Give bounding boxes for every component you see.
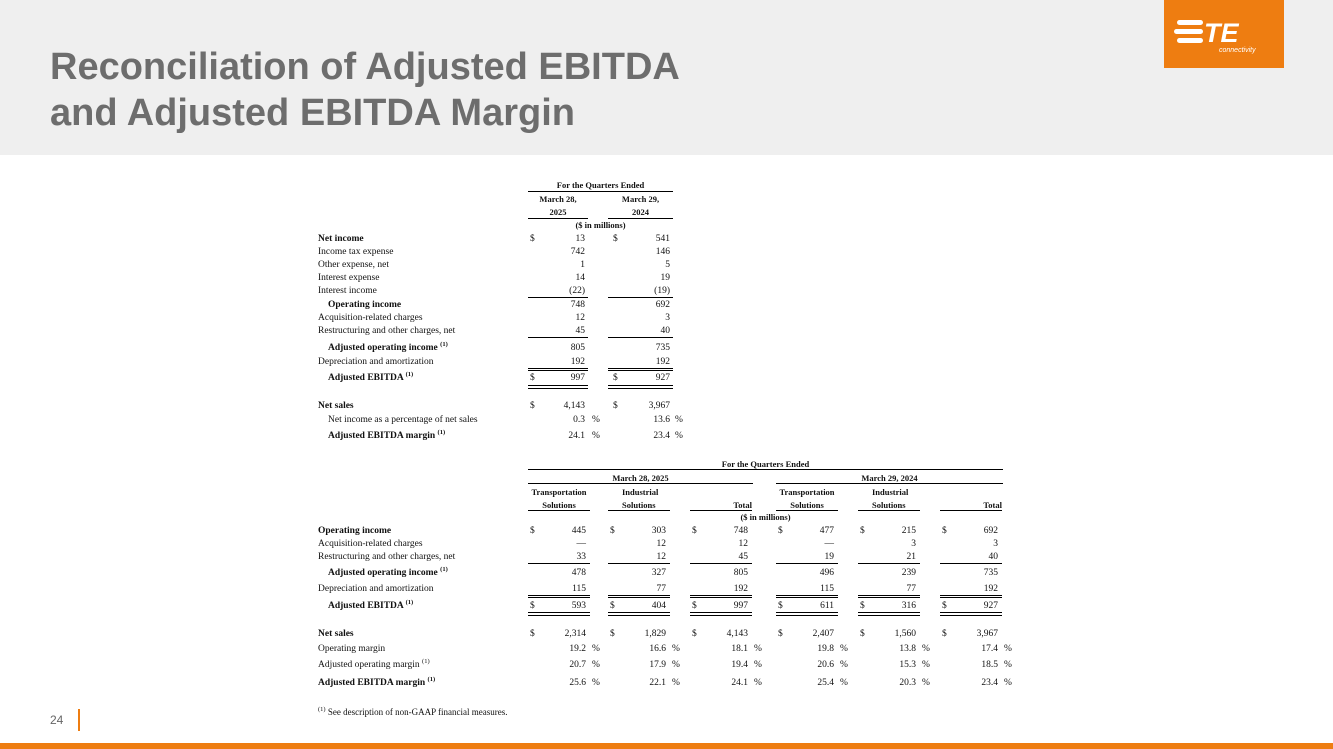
- row-label-text: Restructuring and other charges, net: [318, 552, 456, 562]
- page-number-divider: [78, 709, 80, 731]
- t1-header-rule: [528, 191, 673, 192]
- subtotal-rule: [528, 595, 590, 596]
- row-label-text: Net income: [318, 234, 364, 244]
- dollar-sign: $: [942, 601, 947, 611]
- t2-group-2025: March 28, 2025: [612, 473, 669, 483]
- cell-value: 19.8: [817, 644, 834, 654]
- cell-value: 2,314: [564, 629, 586, 639]
- row-label-text: Net income as a percentage of net sales: [328, 415, 478, 425]
- value-2024: 927: [655, 373, 670, 383]
- cell-value: 17.9: [649, 660, 666, 670]
- dollar-sign: $: [530, 373, 535, 383]
- percent-sign: %: [754, 660, 762, 670]
- cell-value: 445: [571, 526, 586, 536]
- footnote-ref: (1): [440, 565, 448, 573]
- percent-sign: %: [592, 644, 600, 654]
- total-top-rule: [776, 597, 838, 598]
- cell-value: 496: [819, 568, 834, 578]
- footnote-ref: (1): [405, 370, 414, 378]
- cell-value: 23.4: [981, 678, 998, 688]
- row-label: [328, 372, 413, 384]
- row-label: [318, 677, 435, 689]
- percent-sign: %: [754, 678, 762, 688]
- cell-value: 611: [820, 601, 834, 611]
- cell-value: 25.4: [817, 678, 834, 688]
- value-2025: 1: [580, 260, 585, 270]
- total-top-rule: [608, 597, 670, 598]
- subtotal-rule: [528, 563, 590, 564]
- total-double-rule: [528, 612, 590, 616]
- percent-sign: %: [840, 644, 848, 654]
- column-header-line2: Total: [983, 500, 1002, 510]
- cell-value: 20.7: [569, 660, 586, 670]
- value-2024: 13.6: [653, 415, 670, 425]
- dollar-sign: $: [613, 234, 618, 244]
- column-header-line2: Solutions: [790, 500, 824, 510]
- cell-value: 15.3: [899, 660, 916, 670]
- percent-sign: %: [592, 415, 600, 425]
- t2-units: ($ in millions): [740, 512, 791, 522]
- cell-value: 4,143: [726, 629, 748, 639]
- subtotal-rule: [608, 368, 673, 369]
- row-label-text: Other expense, net: [318, 260, 389, 270]
- cell-value: 20.3: [899, 678, 916, 688]
- cell-value: 748: [733, 526, 748, 536]
- row-label: [328, 414, 478, 426]
- column-header-line2: Solutions: [542, 500, 576, 510]
- cell-value: 25.6: [569, 678, 586, 688]
- t2-header-rule: [528, 469, 1003, 470]
- subtotal-rule: [776, 563, 838, 564]
- total-double-rule: [528, 385, 588, 389]
- row-label: [328, 430, 445, 442]
- value-2025: 45: [575, 326, 585, 336]
- footnote-text: See description of non-GAAP financial measures.: [327, 707, 508, 717]
- dollar-sign: $: [610, 601, 615, 611]
- row-label: [318, 400, 354, 412]
- cell-value: 19.2: [569, 644, 586, 654]
- t2-group-2024: March 29, 2024: [861, 473, 918, 483]
- cell-value: 478: [571, 568, 586, 578]
- dollar-sign: $: [530, 526, 535, 536]
- value-2024: 19: [660, 273, 670, 283]
- cell-value: 21: [906, 552, 916, 562]
- value-2025: 14: [575, 273, 585, 283]
- row-label: [318, 259, 389, 271]
- dollar-sign: $: [778, 526, 783, 536]
- total-top-rule: [528, 370, 588, 371]
- cell-value: 927: [983, 601, 998, 611]
- t1-col2-line1: March 29,: [621, 194, 660, 204]
- cell-value: 18.5: [981, 660, 998, 670]
- cell-value: 327: [651, 568, 666, 578]
- total-double-rule: [776, 612, 838, 616]
- cell-value: 22.1: [649, 678, 666, 688]
- cell-value: 3: [911, 539, 916, 549]
- cell-value: 40: [988, 552, 998, 562]
- dollar-sign: $: [610, 629, 615, 639]
- t1-units: ($ in millions): [575, 220, 626, 230]
- percent-sign: %: [840, 660, 848, 670]
- subtotal-rule: [940, 595, 1002, 596]
- cell-value: —: [824, 539, 834, 549]
- cell-value: 16.6: [649, 644, 666, 654]
- t1-period-header: For the Quarters Ended: [556, 180, 645, 190]
- row-label-text: Interest income: [318, 286, 377, 296]
- percent-sign: %: [1004, 660, 1012, 670]
- cell-value: 19.4: [731, 660, 748, 670]
- row-label-text: Adjusted operating income: [328, 343, 438, 353]
- percent-sign: %: [922, 644, 930, 654]
- row-label: [318, 551, 455, 563]
- svg-text:TE: TE: [1204, 18, 1239, 48]
- percent-sign: %: [675, 431, 683, 441]
- column-header-line2: Solutions: [622, 500, 656, 510]
- cell-value: 997: [733, 601, 748, 611]
- percent-sign: %: [1004, 644, 1012, 654]
- column-header-line1: Transportation: [531, 487, 587, 497]
- row-label-text: Operating income: [328, 300, 402, 310]
- value-2025: 0.3: [573, 415, 585, 425]
- row-label-text: Acquisition-related charges: [318, 539, 423, 549]
- row-label-text: Adjusted EBITDA margin: [328, 431, 436, 441]
- row-label: [318, 525, 391, 537]
- row-label: [328, 567, 448, 579]
- dollar-sign: $: [860, 601, 865, 611]
- row-label-text: Adjusted EBITDA margin: [318, 678, 426, 688]
- t1-col1-line1: March 28,: [539, 194, 577, 204]
- row-label: [318, 233, 364, 245]
- dollar-sign: $: [860, 526, 865, 536]
- row-label-text: Net sales: [318, 401, 354, 411]
- t1-col1-line2: 2025: [549, 207, 567, 217]
- subtotal-rule: [858, 595, 920, 596]
- percent-sign: %: [840, 678, 848, 688]
- slide-title: [50, 44, 680, 136]
- dollar-sign: $: [942, 526, 947, 536]
- cell-value: 12: [656, 552, 666, 562]
- total-double-rule: [608, 385, 673, 389]
- cell-value: 192: [733, 584, 748, 594]
- subtotal-rule: [608, 563, 670, 564]
- cell-value: 477: [819, 526, 834, 536]
- cell-value: 33: [576, 552, 586, 562]
- cell-value: 692: [983, 526, 998, 536]
- te-connectivity-logo: [1164, 0, 1284, 68]
- row-label-text: Restructuring and other charges, net: [318, 326, 456, 336]
- subtotal-rule: [608, 297, 673, 298]
- footnote-ref: (1): [427, 675, 436, 683]
- row-label: [318, 312, 423, 324]
- dollar-sign: $: [860, 629, 865, 639]
- t1-col2-line2: 2024: [632, 207, 649, 217]
- cell-value: 115: [572, 584, 586, 594]
- total-double-rule: [858, 612, 920, 616]
- value-2024: 146: [655, 247, 670, 257]
- total-double-rule: [608, 612, 670, 616]
- cell-value: 735: [983, 568, 998, 578]
- cell-value: 17.4: [981, 644, 998, 654]
- row-label: [318, 246, 393, 258]
- value-2024: 23.4: [653, 431, 670, 441]
- value-2025: 13: [575, 234, 585, 244]
- value-2025: 805: [570, 343, 585, 353]
- value-2025: 997: [570, 373, 585, 383]
- row-label-text: Adjusted operating margin: [318, 660, 420, 670]
- dollar-sign: $: [610, 526, 615, 536]
- column-header-line1: Industrial: [872, 487, 909, 497]
- t2-group-2025-rule: [528, 483, 753, 484]
- row-label-text: Adjusted operating income: [328, 568, 438, 578]
- cell-value: —: [576, 539, 586, 549]
- t2-group-2024-rule: [776, 483, 1003, 484]
- total-top-rule: [858, 597, 920, 598]
- cell-value: 19: [824, 552, 834, 562]
- dollar-sign: $: [530, 234, 535, 244]
- row-label-text: Acquisition-related charges: [318, 313, 423, 323]
- row-label-text: Net sales: [318, 629, 354, 639]
- footnote-ref: (1): [405, 598, 414, 606]
- value-2024: 541: [655, 234, 670, 244]
- cell-value: 12: [656, 539, 666, 549]
- dollar-sign: $: [530, 629, 535, 639]
- cell-value: 316: [901, 601, 916, 611]
- dollar-sign: $: [613, 373, 618, 383]
- row-label: [318, 643, 385, 655]
- total-top-rule: [528, 597, 590, 598]
- value-2025: 742: [570, 247, 585, 257]
- percent-sign: %: [672, 678, 680, 688]
- row-label: [318, 538, 423, 550]
- cell-value: 77: [656, 584, 666, 594]
- percent-sign: %: [754, 644, 762, 654]
- subtotal-rule: [528, 368, 588, 369]
- cell-value: 239: [901, 568, 916, 578]
- footnote-ref: (1): [440, 340, 448, 348]
- column-header-line2: Total: [733, 500, 752, 510]
- row-label-text: Income tax expense: [318, 247, 394, 257]
- value-2024: 5: [665, 260, 670, 270]
- subtotal-rule: [940, 563, 1002, 564]
- cell-value: 45: [738, 552, 748, 562]
- percent-sign: %: [675, 415, 683, 425]
- value-2024: 192: [655, 357, 670, 367]
- subtotal-rule: [858, 563, 920, 564]
- subtotal-rule: [776, 595, 838, 596]
- cell-value: 18.1: [731, 644, 748, 654]
- cell-value: 303: [651, 526, 666, 536]
- cell-value: 3,967: [976, 629, 998, 639]
- row-label: [318, 325, 455, 337]
- total-top-rule: [608, 370, 673, 371]
- value-2024: 735: [655, 343, 670, 353]
- percent-sign: %: [592, 431, 600, 441]
- cell-value: 192: [983, 584, 998, 594]
- cell-value: 2,407: [812, 629, 834, 639]
- cell-value: 1,560: [894, 629, 916, 639]
- dollar-sign: $: [778, 629, 783, 639]
- percent-sign: %: [592, 678, 600, 688]
- value-2024: 3,967: [648, 401, 670, 411]
- subtotal-rule: [608, 337, 673, 338]
- cell-value: 77: [906, 584, 916, 594]
- row-label: [328, 600, 413, 612]
- cell-value: 1,829: [644, 629, 666, 639]
- total-double-rule: [940, 612, 1002, 616]
- row-label: [318, 628, 354, 640]
- percent-sign: %: [922, 678, 930, 688]
- subtotal-rule: [608, 595, 670, 596]
- cell-value: 12: [738, 539, 748, 549]
- subtotal-rule: [528, 297, 588, 298]
- dollar-sign: $: [942, 629, 947, 639]
- row-label-text: Adjusted EBITDA: [328, 601, 404, 611]
- footnote-marker: (1): [318, 706, 326, 713]
- dollar-sign: $: [692, 526, 697, 536]
- column-header-line1: Transportation: [779, 487, 835, 497]
- row-label-text: Operating income: [318, 526, 392, 536]
- footer-accent-bar: [0, 743, 1333, 749]
- value-2025: (22): [569, 286, 585, 296]
- svg-text:connectivity: connectivity: [1219, 47, 1256, 54]
- percent-sign: %: [592, 660, 600, 670]
- value-2025: 24.1: [568, 431, 585, 441]
- row-label: [318, 659, 430, 671]
- subtotal-rule: [690, 563, 752, 564]
- percent-sign: %: [922, 660, 930, 670]
- title-line-1: Reconciliation of Adjusted EBITDA: [50, 46, 680, 88]
- total-top-rule: [940, 597, 1002, 598]
- t2-period-header: For the Quarters Ended: [721, 459, 810, 469]
- row-label: [318, 583, 434, 595]
- row-label-text: Adjusted EBITDA: [328, 373, 404, 383]
- dollar-sign: $: [692, 629, 697, 639]
- dollar-sign: $: [530, 401, 535, 411]
- column-header-line1: Industrial: [622, 487, 659, 497]
- cell-value: 115: [820, 584, 834, 594]
- value-2025: 4,143: [563, 401, 585, 411]
- value-2025: 748: [570, 300, 585, 310]
- footnote-ref: (1): [437, 428, 446, 436]
- row-label-text: Operating margin: [318, 644, 386, 654]
- value-2024: 692: [655, 300, 670, 310]
- cell-value: 805: [733, 568, 748, 578]
- dollar-sign: $: [530, 601, 535, 611]
- cell-value: 20.6: [817, 660, 834, 670]
- value-2025: 12: [575, 313, 585, 323]
- footnote-ref: (1): [422, 657, 430, 665]
- percent-sign: %: [672, 644, 680, 654]
- dollar-sign: $: [778, 601, 783, 611]
- row-label-text: Interest expense: [318, 273, 380, 283]
- cell-value: 13.8: [899, 644, 916, 654]
- cell-value: 24.1: [731, 678, 748, 688]
- row-label-text: Depreciation and amortization: [318, 584, 434, 594]
- subtotal-rule: [690, 595, 752, 596]
- cell-value: 593: [571, 601, 586, 611]
- value-2024: 3: [665, 313, 670, 323]
- row-label: [328, 342, 448, 354]
- row-label: [328, 299, 401, 311]
- cell-value: 404: [651, 601, 666, 611]
- page-number: 24: [50, 713, 64, 727]
- cell-value: 3: [993, 539, 998, 549]
- row-label: [318, 356, 434, 368]
- title-line-2: and Adjusted EBITDA Margin: [50, 92, 575, 134]
- percent-sign: %: [1004, 678, 1012, 688]
- value-2025: 192: [570, 357, 585, 367]
- percent-sign: %: [672, 660, 680, 670]
- column-header-line2: Solutions: [872, 500, 906, 510]
- total-double-rule: [690, 612, 752, 616]
- cell-value: 215: [901, 526, 916, 536]
- subtotal-rule: [528, 337, 588, 338]
- dollar-sign: $: [613, 401, 618, 411]
- row-label-text: Depreciation and amortization: [318, 357, 434, 367]
- row-label: [318, 285, 377, 297]
- slide-header: [0, 0, 1333, 155]
- dollar-sign: $: [692, 601, 697, 611]
- footnote: [318, 707, 507, 717]
- row-label: [318, 272, 379, 284]
- value-2024: (19): [654, 286, 670, 296]
- total-top-rule: [690, 597, 752, 598]
- value-2024: 40: [660, 326, 670, 336]
